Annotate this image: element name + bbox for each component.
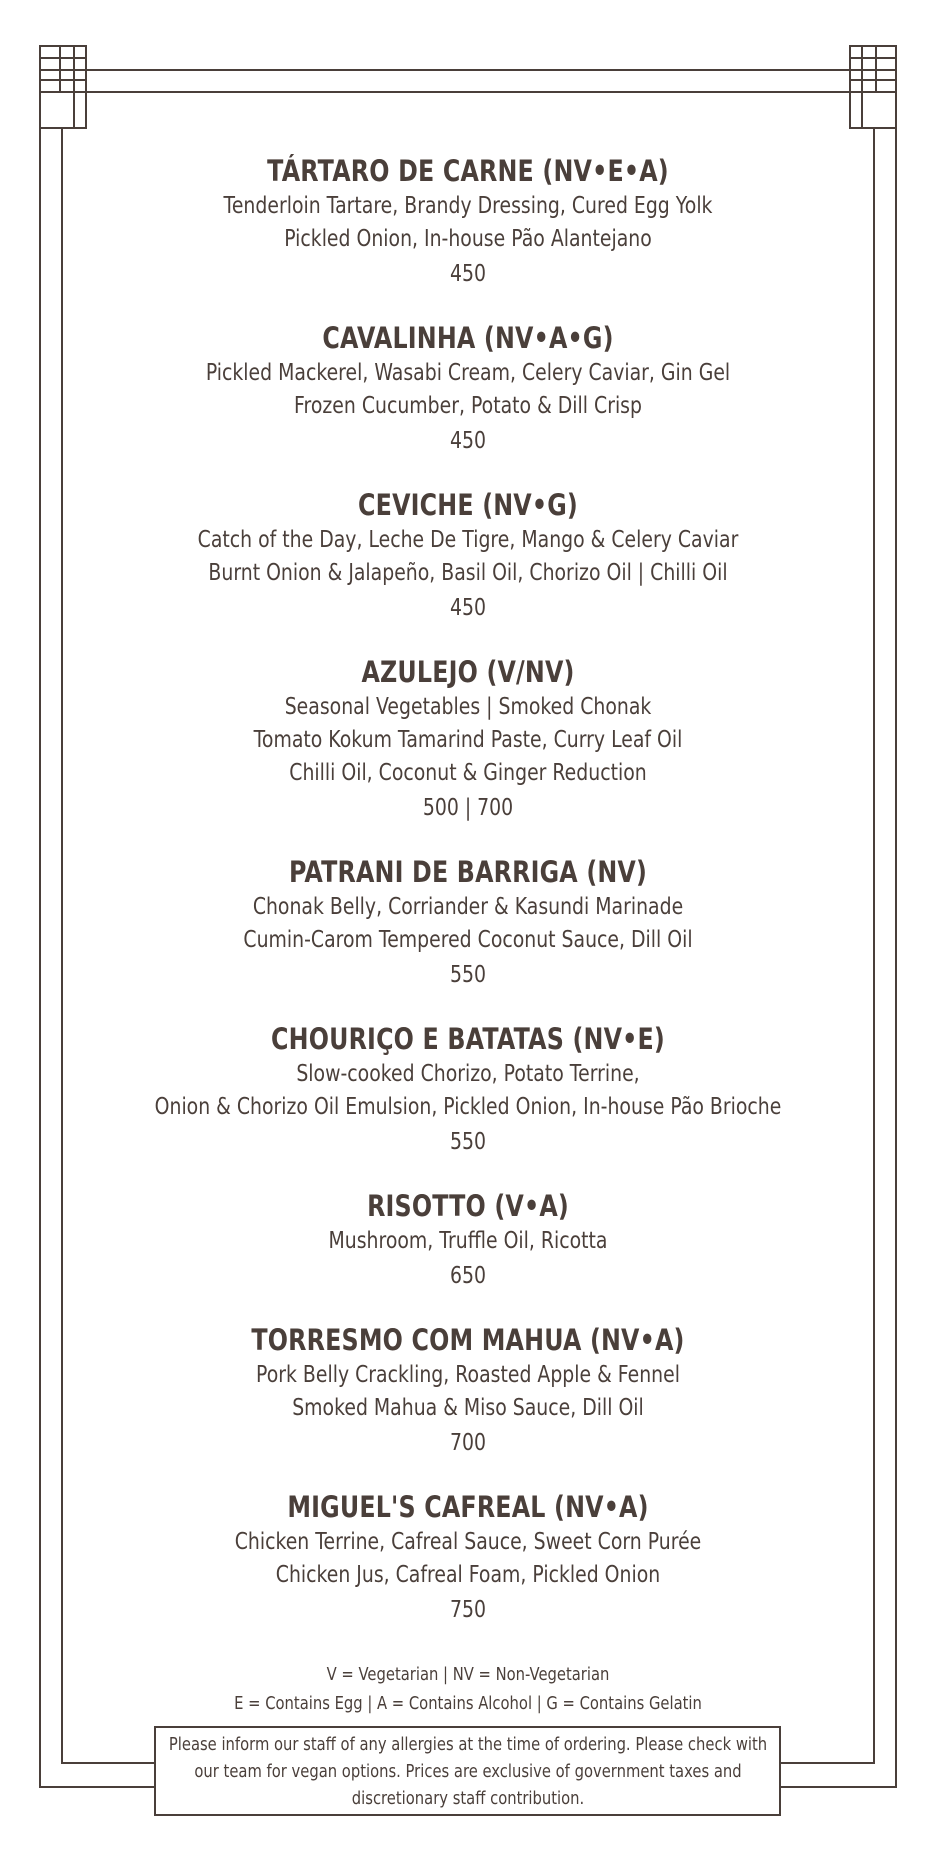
menu-item-description: Seasonal Vegetables | Smoked Chonak — [284, 694, 652, 720]
menu-item-name: PATRANI DE BARRIGA (NV) — [288, 855, 648, 889]
menu-item-description: Onion & Chorizo Oil Emulsion, Pickled Onion, In-house Pão Brioche — [154, 1094, 782, 1120]
menu-item-name: CEVICHE (NV•G) — [358, 488, 578, 522]
menu-item-price: 700 — [449, 1430, 487, 1456]
menu-item-price: 450 — [449, 428, 487, 454]
menu-item-description: Tenderloin Tartare, Brandy Dressing, Cured Egg Yolk — [223, 193, 713, 219]
menu-item-name: RISOTTO (V•A) — [367, 1189, 569, 1223]
menu-item-name: CHOURIÇO E BATATAS (NV•E) — [271, 1022, 665, 1056]
menu-item-description: Chonak Belly, Corriander & Kasundi Marinade — [252, 894, 684, 920]
menu-item-description: Pickled Onion, In-house Pão Alantejano — [284, 226, 652, 252]
legend-line-allergens: E = Contains Egg | A = Contains Alcohol | G = Contains Gelatin — [234, 1693, 702, 1714]
menu-item — [84, 1488, 852, 1628]
menu-item-description: Pork Belly Crackling, Roasted Apple & Fennel — [256, 1362, 680, 1388]
menu-item-name: TÁRTARO DE CARNE (NV•E•A) — [267, 154, 669, 188]
menu-item-name: MIGUEL'S CAFREAL (NV•A) — [287, 1490, 649, 1524]
menu-item-name: AZULEJO (V/NV) — [361, 655, 575, 689]
allergy-notice-text: Please inform our staff of any allergies at the time of ordering. Please check with our team for vegan options. Prices are exclusive of government taxes and discretionary staff contribution. — [168, 1733, 767, 1809]
menu-item-price: 450 — [449, 261, 487, 287]
menu-item-price: 550 — [449, 962, 487, 988]
menu-item-name: TORRESMO COM MAHUA (NV•A) — [251, 1323, 685, 1357]
menu-item-description: Chicken Jus, Cafreal Foam, Pickled Onion — [275, 1562, 661, 1588]
menu-item-description: Cumin-Carom Tempered Coconut Sauce, Dill Oil — [243, 927, 693, 953]
menu-item-price: 550 — [449, 1129, 487, 1155]
menu-item-description: Smoked Mahua & Miso Sauce, Dill Oil — [292, 1395, 644, 1421]
menu-item-description: Pickled Mackerel, Wasabi Cream, Celery Caviar, Gin Gel — [205, 360, 731, 386]
menu-item — [84, 1020, 852, 1160]
menu-item-description: Mushroom, Truffle Oil, Ricotta — [328, 1228, 608, 1254]
menu-item-description: Tomato Kokum Tamarind Paste, Curry Leaf Oil — [253, 727, 683, 753]
menu-item-description: Chicken Terrine, Cafreal Sauce, Sweet Corn Purée — [234, 1529, 702, 1555]
menu-item-description: Burnt Onion & Jalapeño, Basil Oil, Chorizo Oil | Chilli Oil — [208, 560, 728, 586]
menu-item-description: Frozen Cucumber, Potato & Dill Crisp — [294, 393, 642, 419]
menu-item — [84, 152, 852, 292]
menu-item-price: 450 — [449, 595, 487, 621]
legend-line-diet: V = Vegetarian | NV = Non-Vegetarian — [326, 1664, 610, 1685]
allergy-notice-box — [154, 1726, 781, 1816]
dietary-legend — [84, 1660, 852, 1718]
menu-list — [84, 152, 852, 1655]
menu-item-description: Slow-cooked Chorizo, Potato Terrine, — [296, 1061, 640, 1087]
menu-item — [84, 853, 852, 993]
menu-item-description: Chilli Oil, Coconut & Ginger Reduction — [289, 760, 647, 786]
menu-item-price: 750 — [449, 1597, 487, 1623]
menu-item — [84, 1187, 852, 1294]
menu-item — [84, 319, 852, 459]
menu-item-description: Catch of the Day, Leche De Tigre, Mango & Celery Caviar — [197, 527, 739, 553]
menu-item-price: 500 | 700 — [422, 795, 514, 821]
menu-item — [84, 653, 852, 826]
menu-item — [84, 486, 852, 626]
menu-item-price: 650 — [449, 1263, 487, 1289]
menu-item-name: CAVALINHA (NV•A•G) — [322, 321, 614, 355]
menu-item — [84, 1321, 852, 1461]
